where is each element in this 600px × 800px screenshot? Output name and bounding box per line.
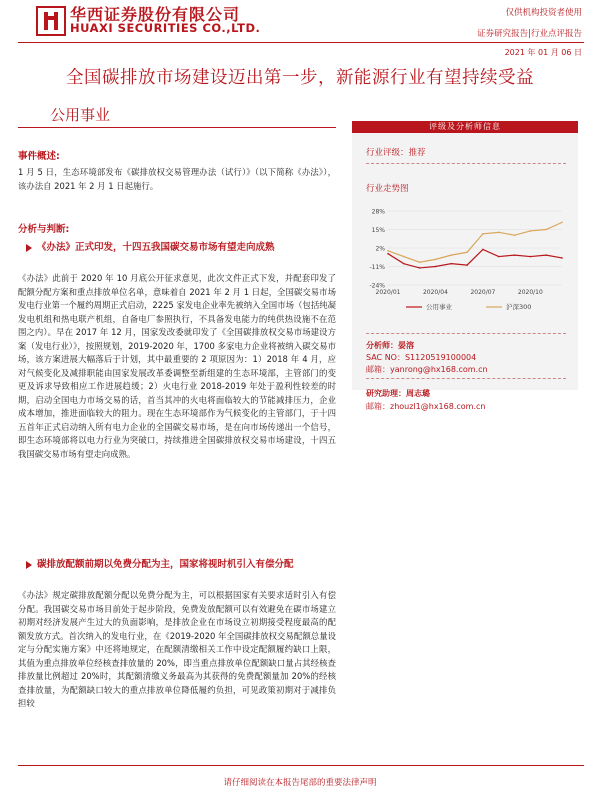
data-point [514,254,516,256]
data-point [561,222,563,224]
data-point [530,230,532,232]
x-tick-label: 2020/04 [422,289,448,296]
data-point [530,256,532,258]
chart-labels [369,209,543,312]
industry-rating: 行业评级：推荐 [366,148,426,158]
x-tick-label: 2020/07 [470,289,496,296]
data-point [419,267,421,269]
company-name-en: HUAXI SECURITIES CO.,LTD. [70,21,261,35]
data-point [403,256,405,258]
data-point [435,266,437,268]
rating-box-title: 评级及分析师信息 [352,121,578,133]
audience-tagline: 仅供机构投资者使用 [505,8,582,18]
data-point [435,259,437,261]
data-point [450,263,452,265]
chart-grid [388,211,562,285]
huaxi-logo-icon [36,6,66,36]
chart-label: 行业走势图 [366,184,409,194]
y-tick-label: 28% [371,208,385,216]
data-point [498,256,500,258]
data-point [482,249,484,251]
y-tick-label: 15% [371,227,385,234]
series-line-1 [388,249,562,267]
sac-number: SAC NO：S1120519100004 [366,353,477,362]
event-text: 1 月 5 日，生态环境部发布《碳排放权交易管理办法（试行）》（以下简称《办法》），该办法自 2021 年 2 月 1 日起施行。 [18,167,336,191]
data-point [387,253,389,255]
legend-label: 公用事业 [426,303,452,311]
dashed-divider [366,163,566,164]
subheading-2-text: 碳排放配额前期以免费分配为主，国家将视时机引入有偿分配 [37,559,294,570]
data-point [466,264,468,266]
subheading-1-text: 《办法》正式印发，十四五我国碳交易市场有望走向成熟 [37,242,275,253]
footer-divider [18,765,584,766]
data-point [498,232,500,234]
subheading-1 [26,240,336,255]
data-point [419,261,421,263]
industry-divider [18,127,336,128]
header-divider [18,42,584,43]
analysis-heading: 分析与判断: [18,224,70,235]
chart-series [387,222,563,269]
y-tick-label: 2% [375,245,385,253]
analyst-name: 分析师：晏溶 [366,341,414,350]
analyst-email[interactable]: 邮箱：yanrong@hx168.com.cn [366,365,488,374]
analysis-paragraph-2: 《办法》规定碳排放配额分配以免费分配为主，可以根据国家有关要求适时引入有偿分配。我国碳交易市场目前处于起步阶段，免费发放配额可以有效避免在碳市场建立初期对经济发展产生过大的负面影响，是排放企业在市场设立初期接受程度最高的配额发放方式。首次纳入的发电行业，在《2019-2020 年全国碳排放权交易配额总量设定与分配实施方案》中还将地规定，在配额清缴相关工作中设定配额履约缺口上限，其值为重点排放单位经核查排放量的 20%，即当重点排放单位配额缺口量占其经核查排放量比例超过 20%时，其配额清缴义务最高为其获得的免费配额量加 20%的经核查排放量，为配额缺口较大的重点排放单位降低履约负担，可见政策初期对于减排负担较 [18,590,336,708]
document-type: 证券研究报告|行业点评报告 [477,29,582,39]
data-point [545,254,547,256]
dashed-divider [366,378,566,379]
x-tick-label: 2020/01 [375,289,401,296]
industry-trend-chart [366,205,566,317]
data-point [387,250,389,252]
data-point [450,254,452,256]
data-point [514,234,516,236]
x-tick-label: 2020/10 [517,289,543,296]
report-title: 全国碳排放市场建设迈出第一步，新能源行业有望持续受益 [66,68,534,88]
assistant-name: 研究助理：周志璐 [366,389,430,398]
report-date: 2021 年 01 月 06 日 [504,48,582,57]
data-point [482,233,484,235]
assistant-email[interactable]: 邮箱：zhouzl1@hx168.com.cn [366,402,486,411]
triangle-bullet-icon [26,244,32,252]
event-heading: 事件概述: [18,151,60,162]
data-point [561,257,563,259]
subheading-2 [26,557,336,572]
legend-label: 沪深300 [506,303,532,311]
data-point [403,263,405,265]
analysis-paragraph-1: 《办法》此前于 2020 年 10 月底公开征求意见，此次文件正式下发，并配套印发了配额分配方案和重点排放单位名单，意味着自 2021 年 2 月 1 日起，全国碳交易市场发电行业第一个履约周期正式启动，2225 家发电企业率先被纳入全国市场（包括纯凝发电机组和热电联产机组，自备电厂参照执行，不具备发电能力的纯供热设施不在范围之内）。早在 2017 年 12 月，国家发改委就印发了《全国碳排放权交易市场建设方案（发电行业）》，按照规划，2019-2020 年，1700 多家电力企业将被纳入碳交易市场，该方案进展大幅落后于计划，其中最重要的 2 项原因为：1）2018 年 4 月，应对气候变化及减排职能由国家发展改革委调整至新组建的生态环境部，主管部门的变更及诉求导致相应工作进展趋缓；2）火电行业 2018-2019 年处于盈利性较差的时期，启动全国电力市场交易的话，首当其冲的火电将面临较大的节能减排压力，企业成本增加，推进面临较大的阻力。现在生态环境部作为气候变化的主管部门，于十四五首年正式启动纳入所有电力企业的全国碳交易市场，是在向市场传递出一个信号，即生态环境部将以电力行业为突破口，持续推进全国碳排放权交易市场建设，十四五我国碳交易市场有望走向成熟。 [18,273,336,459]
dashed-divider [366,333,566,334]
y-tick-label: -24% [369,282,385,290]
legal-notice: 请仔细阅读在本报告尾部的重要法律声明 [223,778,377,788]
company-name-cn: 华西证券股份有限公司 [70,5,241,24]
data-point [466,251,468,253]
industry-name: 公用事业 [50,106,111,124]
triangle-bullet-icon [26,561,32,569]
y-tick-label: -11% [369,264,385,271]
data-point [545,229,547,231]
